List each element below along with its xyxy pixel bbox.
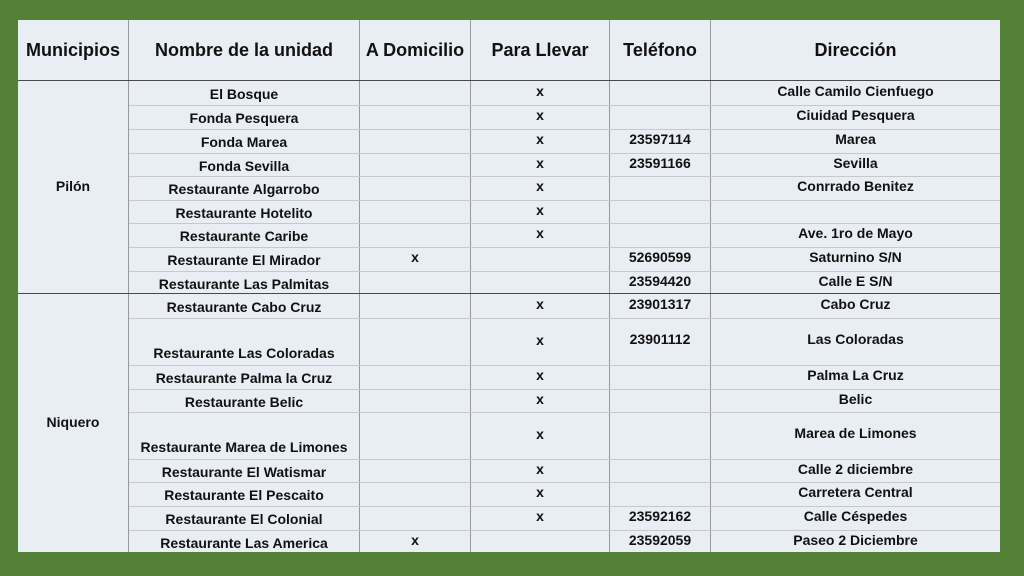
cell-nombre: Restaurante Cabo Cruz xyxy=(166,299,322,315)
cell-direccion: Las Coloradas xyxy=(807,331,904,347)
cell-direccion: Conrrado Benitez xyxy=(797,178,914,194)
cell-llevar: x xyxy=(536,131,544,147)
cell-llevar: x xyxy=(536,202,544,218)
cell-llevar: x xyxy=(536,484,544,500)
cell-direccion: Paseo 2 Diciembre xyxy=(793,532,918,548)
cell-direccion: Belic xyxy=(838,391,873,407)
header-telefono: Teléfono xyxy=(623,39,697,60)
row-divider xyxy=(129,176,1000,177)
cell-direccion: Carretera Central xyxy=(798,484,913,500)
cell-telefono: 23901112 xyxy=(629,331,691,347)
cell-nombre: Fonda Marea xyxy=(200,134,288,150)
cell-nombre: Restaurante Las Coloradas xyxy=(153,345,335,361)
row-divider xyxy=(129,129,1000,130)
header-domicilio: A Domicilio xyxy=(365,39,465,60)
cell-llevar: x xyxy=(536,367,544,383)
header-divider xyxy=(18,80,1000,81)
cell-direccion: Ave. 1ro de Mayo xyxy=(798,225,913,241)
row-divider xyxy=(129,247,1000,248)
cell-domicilio: x xyxy=(411,532,419,548)
cell-nombre: Restaurante El Mirador xyxy=(167,252,321,268)
cell-llevar: x xyxy=(536,461,544,477)
municipio-niquero: Niquero xyxy=(46,414,100,430)
row-divider xyxy=(129,365,1000,366)
cell-direccion: Calle Céspedes xyxy=(803,508,908,524)
cell-direccion: Marea xyxy=(835,131,876,147)
cell-direccion: Calle E S/N xyxy=(818,273,893,289)
header-direccion: Dirección xyxy=(814,39,897,60)
cell-llevar: x xyxy=(536,83,544,99)
cell-llevar: x xyxy=(536,508,544,524)
cell-direccion: Cabo Cruz xyxy=(820,296,891,312)
cell-nombre: Restaurante Caribe xyxy=(179,228,309,244)
row-divider xyxy=(129,200,1000,201)
municipio-pilon: Pilón xyxy=(55,178,91,194)
row-divider xyxy=(129,153,1000,154)
cell-nombre: El Bosque xyxy=(209,86,279,102)
cell-telefono: 23594420 xyxy=(628,273,692,289)
header-llevar: Para Llevar xyxy=(491,39,589,60)
cell-direccion: Calle 2 diciembre xyxy=(797,461,914,477)
cell-telefono: 23591166 xyxy=(629,155,691,171)
cell-nombre: Restaurante Palma la Cruz xyxy=(155,370,333,386)
cell-telefono: 23592162 xyxy=(628,508,692,524)
restaurant-table xyxy=(18,20,1000,552)
row-divider xyxy=(129,412,1000,413)
cell-direccion: Calle Camilo Cienfuego xyxy=(777,83,934,99)
row-divider xyxy=(129,482,1000,483)
cell-direccion: Marea de Limones xyxy=(794,425,917,441)
cell-telefono: 52690599 xyxy=(628,249,692,265)
row-divider xyxy=(129,459,1000,460)
group-divider xyxy=(18,293,1000,294)
cell-telefono: 23597114 xyxy=(629,131,691,147)
cell-nombre: Restaurante Las America xyxy=(160,535,328,551)
cell-nombre: Fonda Sevilla xyxy=(198,158,290,174)
header-nombre: Nombre de la unidad xyxy=(154,39,334,60)
cell-telefono: 23592059 xyxy=(628,532,692,548)
row-divider xyxy=(129,223,1000,224)
cell-llevar: x xyxy=(536,332,544,348)
cell-direccion: Ciuidad Pesquera xyxy=(796,107,915,123)
cell-llevar: x xyxy=(536,107,544,123)
cell-nombre: Restaurante Hotelito xyxy=(175,205,313,221)
cell-direccion: Saturnino S/N xyxy=(809,249,902,265)
cell-nombre: Restaurante El Colonial xyxy=(165,511,323,527)
cell-nombre: Restaurante Belic xyxy=(184,394,304,410)
cell-llevar: x xyxy=(536,225,544,241)
cell-nombre: Restaurante Marea de Limones xyxy=(140,439,348,455)
row-divider xyxy=(129,389,1000,390)
cell-domicilio: x xyxy=(411,249,419,265)
cell-nombre: Restaurante Algarrobo xyxy=(168,181,320,197)
cell-telefono: 23901317 xyxy=(628,296,692,312)
cell-llevar: x xyxy=(536,426,544,442)
cell-nombre: Restaurante El Watismar xyxy=(161,464,327,480)
cell-direccion: Sevilla xyxy=(833,155,878,171)
cell-nombre: Restaurante Las Palmitas xyxy=(158,276,330,292)
row-divider xyxy=(129,318,1000,319)
divider xyxy=(359,20,360,552)
cell-nombre: Fonda Pesquera xyxy=(189,110,299,126)
row-divider xyxy=(129,506,1000,507)
cell-llevar: x xyxy=(536,178,544,194)
cell-nombre: Restaurante El Pescaito xyxy=(164,487,324,503)
row-divider xyxy=(129,530,1000,531)
cell-llevar: x xyxy=(536,296,544,312)
cell-direccion: Palma La Cruz xyxy=(807,367,904,383)
header-municipios: Municipios xyxy=(26,39,120,60)
cell-llevar: x xyxy=(536,391,544,407)
cell-llevar: x xyxy=(536,155,544,171)
row-divider xyxy=(129,271,1000,272)
row-divider xyxy=(129,105,1000,106)
